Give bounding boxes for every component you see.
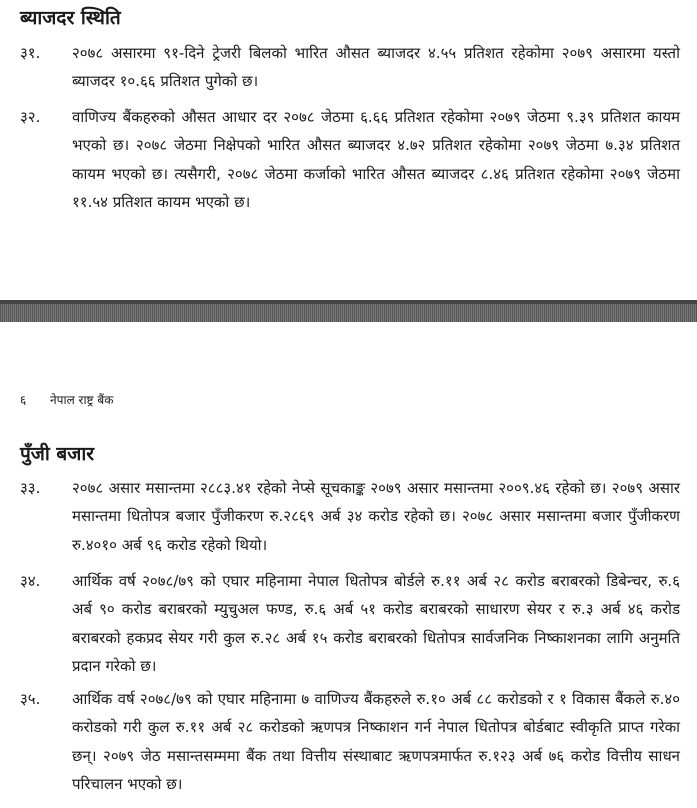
paragraph-text: २०७८ असार मसान्तमा २८८३.४१ रहेको नेप्से सूचकाङ्क २०७९ असार मसान्तमा २००९.४६ रहेको छ। २०७९ असार मसान्तमा धितोपत्र बजार पुँजीकरण रु.२८६९ अर्ब ३४ करोड रहेको छ। २०७८ असार मसान्तमा बजार पुँजीकरण रु.४०१० अर्ब ९६ करोड रहेको थियो। [72,479,680,554]
paragraph-number: ३५. [20,690,41,708]
paragraph-text: आर्थिक वर्ष २०७८/७९ को एघार महिनामा ७ वाणिज्य बैंकहरुले रु.१० अर्ब ८८ करोडको र १ विकास बैंकले रु.४० करोडको गरी कुल रु.११ अर्ब २८ करोडको ऋणपत्र निष्काशन गर्न नेपाल धितोपत्र बोर्डबाट स्वीकृति प्राप्त गरेका छन्। २०७९ जेठ मसान्तसम्ममा बैंक तथा वित्तीय संस्थाबाट ऋणपत्रमार्फत रु.१२३ अर्ब ७६ करोड वित्तीय साधन परिचालन भएको छ। [72,690,680,793]
paragraph-text: आर्थिक वर्ष २०७८/७९ को एघार महिनामा नेपाल धितोपत्र बोर्डले रु.११ अर्ब २८ करोड बराबरको डिबेन्चर, रु.६ अर्ब ९० करोड बराबरको म्युचुअल फण्ड, रु.६ अर्ब ५१ करोड बराबरको साधारण सेयर र रु.३ अर्ब ४६ करोड बराबरको हकप्रद सेयर गरी कुल रु.२८ अर्ब १५ करोड बराबरको धितोपत्र सार्वजनिक निष्काशनका लागि अनुमति प्रदान गरेको छ। [72,572,680,675]
section-heading-capital-market: पुँजी बजार [20,443,95,465]
section-heading-interest-rate: ब्याजदर स्थिति [20,7,121,29]
paragraph-32 [20,103,680,216]
page-number: ६ [20,393,27,407]
paragraph-35 [20,685,680,798]
paragraph-33 [20,474,680,559]
paragraph-number: ३२. [20,108,41,126]
page-bottom-section [0,322,697,808]
paragraph-34 [20,567,680,680]
page-top-section [0,0,697,300]
running-header-title: नेपाल राष्ट्र बैंक [50,393,114,407]
paragraph-number: ३४. [20,572,41,590]
paragraph-text: २०७८ असारमा ९१-दिने ट्रेजरी बिलको भारित औसत ब्याजदर ४.५५ प्रतिशत रहेकोमा २०७९ असारमा यस्तो ब्याजदर १०.६६ प्रतिशत पुगेको छ। [72,44,680,91]
running-header [20,392,113,408]
paragraph-number: ३१. [20,44,41,62]
paragraph-31 [20,39,680,96]
paragraph-text: वाणिज्य बैंकहरुको औसत आधार दर २०७८ जेठमा ६.६६ प्रतिशत रहेकोमा २०७९ जेठमा ९.३९ प्रतिशत कायम भएको छ। २०७८ जेठमा निक्षेपको भारित औसत ब्याजदर ४.७२ प्रतिशत रहेकोमा २०७९ जेठमा ७.३४ प्रतिशत कायम भएको छ। त्यसैगरी, २०७८ जेठमा कर्जाको भारित औसत ब्याजदर ८.४६ प्रतिशत रहेकोमा २०७९ जेठमा ११.५४ प्रतिशत कायम भएको छ। [72,108,680,211]
page-break-divider [0,300,697,322]
paragraph-number: ३३. [20,479,41,497]
